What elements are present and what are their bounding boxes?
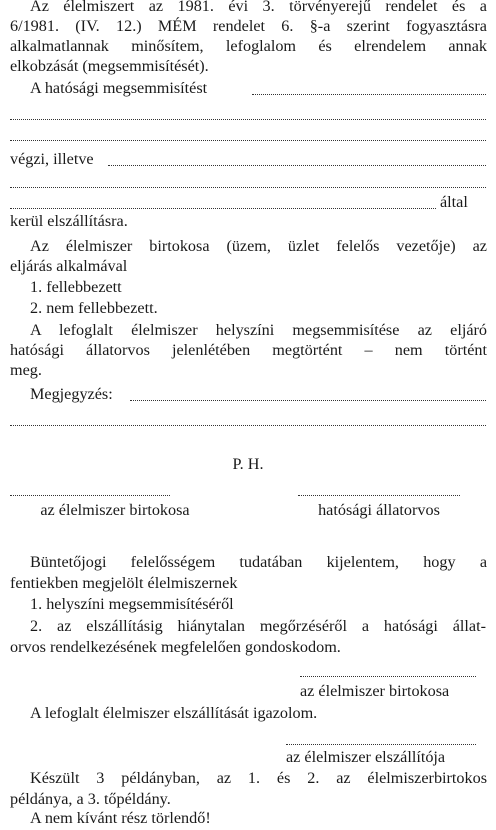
stamp-mark: P. H. xyxy=(232,455,264,473)
copies-line-2: példánya, a 3. tőpéldány. xyxy=(10,790,171,808)
destruction-fill-line-2[interactable] xyxy=(10,118,486,120)
vet-signature-line[interactable] xyxy=(298,494,460,496)
owner-sign-label: az élelmiszer birtokosa xyxy=(300,682,450,700)
vet-signature-label: hatósági állatorvos xyxy=(318,501,440,519)
transporter-sign-label: az élelmiszer elszállítója xyxy=(286,748,446,766)
intro-line-4: elkobzását (megsemmisítését). xyxy=(10,57,209,75)
declaration-option-1[interactable]: 1. helyszíni megsemmisítéséről xyxy=(30,595,234,613)
owner-signature-line[interactable] xyxy=(10,494,170,496)
transport-label: kerül elszállításra. xyxy=(10,212,128,230)
destruction-fill-line[interactable] xyxy=(252,93,486,95)
onsite-line-1: A lefoglalt élelmiszer helyszíni megsemmisítése az eljáró xyxy=(30,321,487,339)
appeal-option-1[interactable]: 1. fellebbezett xyxy=(30,278,122,296)
note-line: A nem kívánt rész törlendő! xyxy=(30,809,211,827)
transport-confirm: A lefoglalt élelmiszer elszállítását igazolom. xyxy=(30,704,318,722)
by-fill-line[interactable] xyxy=(10,207,436,209)
owner-sign-line[interactable] xyxy=(300,675,476,677)
intro-line-1: Az élelmiszert az 1981. évi 3. törvényerejű rendelet és a xyxy=(30,0,487,15)
remark-fill-line[interactable] xyxy=(130,399,486,401)
onsite-line-3: meg. xyxy=(10,361,42,379)
intro-line-3: alkalmatlannak minősítem, lefoglalom és elrendelem annak xyxy=(10,37,487,55)
performs-label: végzi, illetve xyxy=(10,150,94,168)
destruction-fill-line-3[interactable] xyxy=(10,139,486,141)
owner-line-1: Az élelmiszer birtokosa (üzem, üzlet felelős vezetője) az xyxy=(30,237,487,255)
destruction-label: A hatósági megsemmisítést xyxy=(30,79,208,97)
by-label: által xyxy=(440,193,468,211)
owner-signature-label: az élelmiszer birtokosa xyxy=(40,501,190,519)
appeal-option-2[interactable]: 2. nem fellebbezett. xyxy=(30,299,158,317)
declaration-option-2-cont: orvos rendelkezésének megfelelően gondoskodom. xyxy=(10,638,341,656)
performs-fill-line[interactable] xyxy=(108,164,486,166)
copies-line-1: Készült 3 példányban, az 1. és 2. az élelmiszerbirtokos xyxy=(30,769,487,787)
remark-label: Megjegyzés: xyxy=(30,385,113,403)
declaration-line-2: fentiekben megjelölt élelmiszernek xyxy=(10,574,238,592)
onsite-line-2: hatósági állatorvos jelenlétében megtörtént – nem történt xyxy=(10,341,487,359)
remark-fill-line-2[interactable] xyxy=(10,424,486,426)
declaration-option-2[interactable]: 2. az elszállításig hiánytalan megőrzéséről a hatósági állat- xyxy=(30,617,486,635)
declaration-line-1: Büntetőjogi felelősségem tudatában kijelentem, hogy a xyxy=(30,553,487,571)
performs-fill-line-2[interactable] xyxy=(10,186,486,188)
transporter-sign-line[interactable] xyxy=(286,743,476,745)
intro-line-2: 6/1981. (IV. 12.) MÉM rendelet 6. §-a szerint fogyasztásra xyxy=(10,17,487,35)
owner-line-2: eljárás alkalmával xyxy=(10,257,128,275)
